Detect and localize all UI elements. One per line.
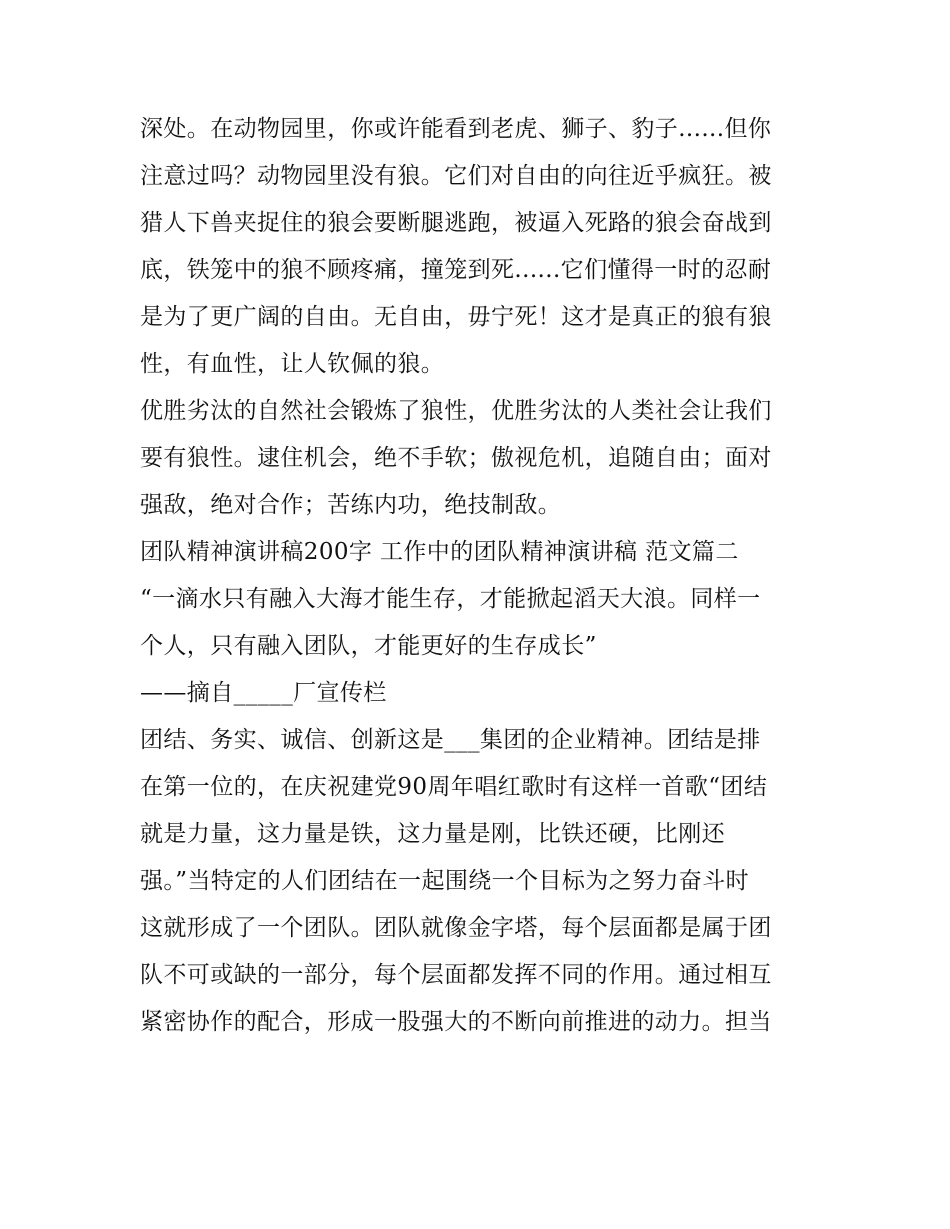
text-line: 要有狼性。逮住机会，绝不手软；傲视危机，追随自由；面对: [140, 445, 772, 471]
text-line: 团结、务实、诚信、创新这是___集团的企业精神。团结是排: [140, 727, 761, 753]
text-line: 队不可或缺的一部分，每个层面都发挥不同的作用。通过相互: [140, 962, 772, 988]
text-line: 就是力量，这力量是铁，这力量是刚，比铁还硬，比刚还: [140, 821, 725, 847]
text-line: 紧密协作的配合，形成一股强大的不断向前推进的动力。担当: [140, 1009, 772, 1035]
quote-source: ——摘自_____厂宣传栏: [140, 680, 387, 706]
quote-line: 个人，只有融入团队，才能更好的生存成长”: [140, 633, 597, 659]
text-line: 底，铁笼中的狼不顾疼痛，撞笼到死......它们懂得一时的忍耐: [140, 257, 772, 283]
text-line: 强。”当特定的人们团结在一起围绕一个目标为之努力奋斗时: [140, 868, 750, 894]
quote-line: “一滴水只有融入大海才能生存，才能掀起滔天大浪。同样一: [140, 586, 761, 612]
text-line: 注意过吗？动物园里没有狼。它们对自由的向往近乎疯狂。被: [140, 163, 772, 189]
section-heading: 团队精神演讲稿200字 工作中的团队精神演讲稿 范文篇二: [140, 539, 739, 565]
text-line: 是为了更广阔的自由。无自由，毋宁死！这才是真正的狼有狼: [140, 304, 772, 330]
text-line: 强敌，绝对合作；苦练内功，绝技制敌。: [140, 492, 562, 518]
text-line: 性，有血性，让人钦佩的狼。: [140, 351, 445, 377]
text-line: 深处。在动物园里，你或许能看到老虎、狮子、豹子......但你: [140, 116, 772, 142]
text-line: 在第一位的，在庆祝建党90周年唱红歌时有这样一首歌“团结: [140, 774, 768, 800]
text-line: 优胜劣汰的自然社会锻炼了狼性，优胜劣汰的人类社会让我们: [140, 398, 772, 424]
text-line: 这就形成了一个团队。团队就像金字塔，每个层面都是属于团: [140, 915, 772, 941]
text-line: 猎人下兽夹捉住的狼会要断腿逃跑，被逼入死路的狼会奋战到: [140, 210, 772, 236]
body-text: [140, 106, 820, 1046]
